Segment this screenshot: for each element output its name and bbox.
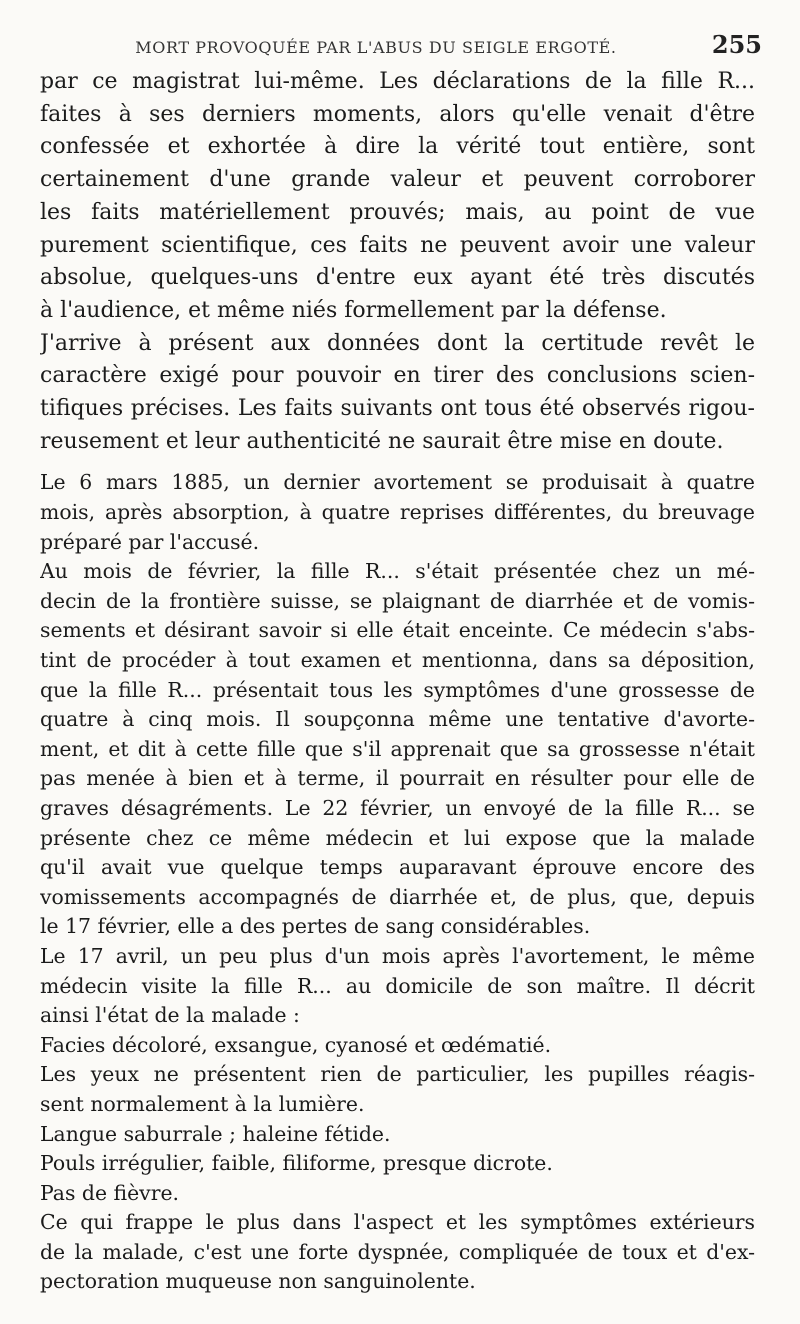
paragraph — [40, 942, 755, 1031]
text-line: confessée et exhortée à dire la vérité tout entière, sont — [40, 134, 755, 160]
paragraph — [40, 1031, 755, 1061]
text-line: vomissements accompagnés de diarrhée et, de plus, que, depuis — [40, 884, 755, 909]
text-line: reusement et leur authenticité ne saurait être mise en doute. — [40, 428, 724, 454]
paragraph — [40, 66, 755, 328]
text-line: que la fille R... présentait tous les symptômes d'une grossesse de — [40, 677, 755, 702]
running-title: MORT PROVOQUÉE PAR L'ABUS DU SEIGLE ERGOTÉ. — [135, 38, 617, 57]
text-line: ment, et dit à cette fille que s'il apprenait que sa grossesse n'était — [40, 736, 755, 761]
paragraph — [40, 1149, 755, 1179]
text-line: pas menée à bien et à terme, il pourrait en résulter pour elle de — [40, 766, 755, 791]
text-line: Les yeux ne présentent rien de particulier, les pupilles réagis- — [40, 1062, 755, 1087]
text-line: tint de procéder à tout examen et mentionna, dans sa déposition, — [40, 648, 755, 672]
paragraph — [40, 1060, 755, 1119]
text-line: médecin visite la fille R... au domicile de son maître. Il décrit — [40, 973, 755, 998]
page-body — [40, 66, 755, 1297]
text-line: Pas de fièvre. — [40, 1180, 179, 1205]
paragraph — [40, 1120, 755, 1150]
paragraph — [40, 557, 755, 942]
text-line: absolue, quelques-uns d'entre eux ayant été très discutés — [40, 265, 755, 291]
text-line: à l'audience, et même niés formellement par la défense. — [40, 297, 667, 323]
text-line: Facies décoloré, exsangue, cyanosé et œdématié. — [40, 1032, 552, 1057]
paragraph — [40, 328, 755, 459]
text-line: pectoration muqueuse non sanguinolente. — [40, 1269, 476, 1294]
large-text-block — [40, 66, 755, 458]
text-line: sements et désirant savoir si elle était enceinte. Ce médecin s'abs- — [40, 618, 755, 643]
text-line: préparé par l'accusé. — [40, 529, 260, 554]
text-line: qu'il avait vue quelque temps auparavant éprouve encore des — [40, 855, 755, 880]
text-line: présente chez ce même médecin et lui expose que la malade — [40, 825, 755, 850]
text-line: Ce qui frappe le plus dans l'aspect et les symptômes extérieurs — [40, 1210, 755, 1235]
text-line: ainsi l'état de la malade : — [40, 1003, 300, 1028]
text-line: mois, après absorption, à quatre reprises différentes, du breuvage — [40, 500, 755, 525]
text-line: caractère exigé pour pouvoir en tirer des conclusions scien- — [40, 363, 755, 389]
text-line: le 17 février, elle a des pertes de sang considérables. — [40, 914, 591, 939]
text-line: sent normalement à la lumière. — [40, 1091, 365, 1116]
running-header — [40, 30, 762, 58]
text-line: tifiques précises. Les faits suivants ont tous été observés rigou- — [40, 396, 755, 422]
text-line: quatre à cinq mois. Il soupçonna même une tentative d'avorte- — [40, 707, 755, 732]
text-line: Langue saburrale ; haleine fétide. — [40, 1121, 391, 1146]
paragraph — [40, 1208, 755, 1297]
text-line: de la malade, c'est une forte dyspnée, compliquée de toux et d'ex- — [40, 1239, 755, 1264]
text-line: par ce magistrat lui-même. Les déclarations de la fille R... — [40, 69, 755, 94]
paragraph — [40, 1179, 755, 1209]
text-line: purement scientifique, ces faits ne peuvent avoir une valeur — [40, 232, 755, 258]
text-line: Le 17 avril, un peu plus d'un mois après l'avortement, le même — [40, 943, 755, 968]
text-line: Pouls irrégulier, faible, filiforme, presque dicrote. — [40, 1151, 553, 1176]
text-line: faites à ses derniers moments, alors qu'elle venait d'être — [40, 101, 755, 127]
small-text-block — [40, 468, 755, 1297]
text-line: Le 6 mars 1885, un dernier avortement se produisait à quatre — [40, 470, 755, 495]
text-line: decin de la frontière suisse, se plaignant de diarrhée et de vomis- — [40, 588, 755, 613]
text-line: J'arrive à présent aux données dont la certitude revêt le — [40, 330, 755, 356]
page-number: 255 — [711, 30, 762, 59]
text-line: graves désagréments. Le 22 février, un envoyé de la fille R... se — [40, 795, 755, 820]
text-line: les faits matériellement prouvés; mais, au point de vue — [40, 199, 755, 225]
text-line: certainement d'une grande valeur et peuvent corroborer — [40, 167, 755, 193]
paragraph — [40, 468, 755, 557]
text-line: Au mois de février, la fille R... s'était présentée chez un mé- — [40, 559, 755, 584]
